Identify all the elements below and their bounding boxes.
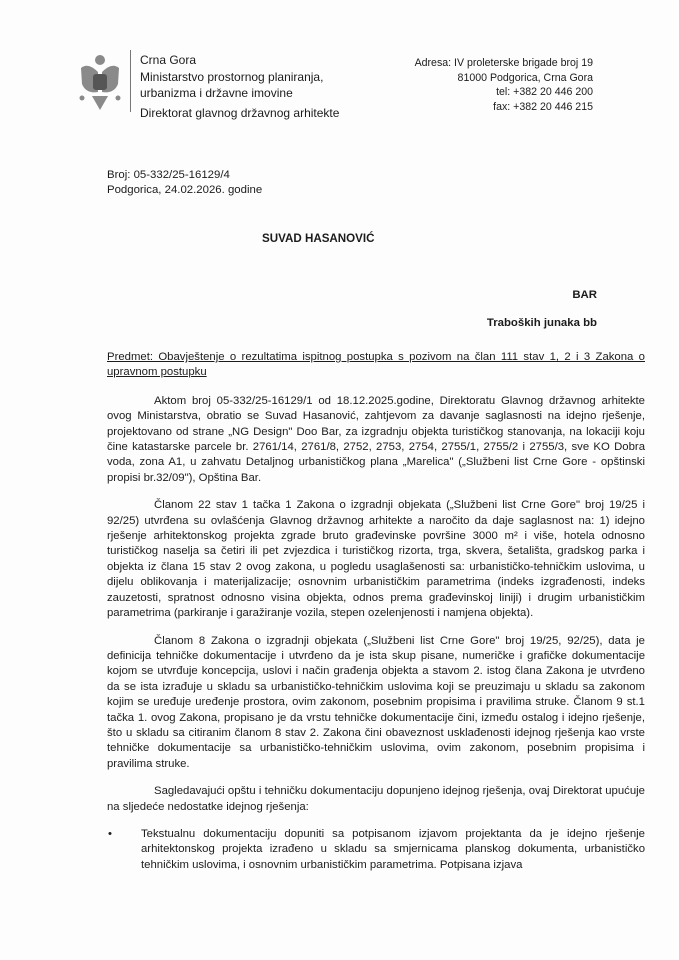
paragraph: Sagledavajući opštu i tehničku dokumentaciju dopunjeno idejnog rješenja, ovaj Direktorat upućuje na sljedeće nedostatke idejnog rješenja: <box>107 785 645 813</box>
header-divider <box>130 50 131 112</box>
bullet-text: Tekstualnu dokumentaciju dopuniti sa potpisanom izjavom projektanta da je idejno rješenje arhitektonskog projekta izrađeno u skladu sa smjernicama planskog dokumenta, urbanističko tehničkim uslovima, i osnovnim urbanističkim parametrima. Potpisana izjava <box>141 827 645 871</box>
paragraph <box>107 498 645 621</box>
coat-of-arms-logo <box>78 52 122 114</box>
recipient-street: Traboških junaka bb <box>486 317 597 329</box>
phone-line: tel: +382 20 446 200 <box>496 86 593 98</box>
document-number: Broj: 05-332/25-16129/4 <box>107 169 230 181</box>
address-line: Adresa: IV proleterske brigade broj 19 <box>414 57 593 69</box>
directorate-name: Direktorat glavnog državnog arhitekte <box>140 106 340 120</box>
document-meta <box>107 168 262 198</box>
recipient-city: BAR <box>572 289 597 301</box>
address-line: 81000 Podgorica, Crna Gora <box>457 71 593 84</box>
paragraph-text: Članom 22 stav 1 tačka 1 Zakona o izgradnji objekata („Službeni list Crne Gore" broj 19/25 i 92/25) utvrđena su ovlašćenja Glavnog državnog arhitekte a naročito da daje saglasnost na: 1) idejno rješenje arhitektonskog projekta zgrade bruto građevinske površine 3000 m² i više, hotela odnosno turističkog naselja sa četiri ili pet zvjezdica i turističkog rizorta, trga, skvera, šetališta, gradskog parka i objekta iz člana 15 stav 2 ovog zakona, u pogledu usaglašenosti sa: urbanističko-tehničkim uslovima, u dijelu oblikovanja i materijalizacije; osnovnim urbanističkim parametrima (indeks izgrađenosti, indeks zauzetosti, spratnost odnosno visina objekta, odnos prema građevinskoj liniji) i drugim urbanističkim parametrima (parkiranje i garažiranje vozila, stepen ozelenjenosti i namjena objekta). <box>107 499 645 620</box>
address-block <box>415 56 593 114</box>
place-date: Podgorica, 24.02.2026. godine <box>107 184 263 196</box>
bullet-icon: • <box>108 827 112 840</box>
country-name: Crna Gora <box>140 53 197 67</box>
fax-line: fax: +382 20 446 215 <box>493 100 593 113</box>
paragraph: Članom 8 Zakona o izgradnji objekata („Službeni list Crne Gore" broj 19/25, 92/25), data je definicija tehničke dokumentacije i utvrđeno da je ista skup pisane, numeričke i grafičke dokumentacije kojom se utvrđuje koncepcija, uslovi i način građenja objekta a stavom 2. istog člana Zakona je utvrđeno da se ista izrađuje u skladu sa urbanističko-tehničkim uslovima koji se preuzimaju u skladu sa zakonom kojim se uređuje uređenje prostora, ovim zakonom, posebnim propisima i pravilima struke. Članom 9 st.1 tačka 1. ovog Zakona, propisano je da vrstu tehničke dokumentacije čini, između ostalog i idejno rješenje, što u skladu sa citiranim članom 8 stav 2. Zakona čini obaveznost usklađenosti idejnog rješenja kao vrste tehničke dokumentacije sa urbanističko-tehničkim uslovima, ovim zakonom, posebnim propisima i pravilima struke. <box>107 634 645 770</box>
paragraph: Aktom broj 05-332/25-16129/1 od 18.12.2025.godine, Direktoratu Glavnog državnog arhitekte ovog Ministarstva, obratio se Suvad Hasanović, zahtjevom za davanje saglasnosti na idejno rješenje, projektovano od strane „NG Design" Doo Bar, za izgradnju objekta turističkog stanovanja, na lokaciji koju čine katastarske parcele br. 2761/14, 2761/8, 2752, 2753, 2754, 2755/1, 2755/2 i 2755/3, sve KO Dobra voda, zona A1, u zahvatu Detaljnog urbanističkog plana „Marelica" („Službeni list Crne Gore - opštinski propisi br.32/09"), Opština Bar. <box>107 394 645 484</box>
document-body <box>107 350 645 873</box>
ministry-line-2: urbanizma i državne imovine <box>140 86 293 100</box>
bullet-item <box>107 827 645 873</box>
ministry-line-1: Ministarstvo prostornog planiranja, <box>140 70 324 84</box>
recipient-name: SUVAD HASANOVIĆ <box>262 232 375 245</box>
subject-line: Predmet: Obavještenje o rezultatima ispitnog postupka s pozivom na član 111 stav 1, 2 i 3 Zakona o upravnom postupku <box>107 351 645 379</box>
